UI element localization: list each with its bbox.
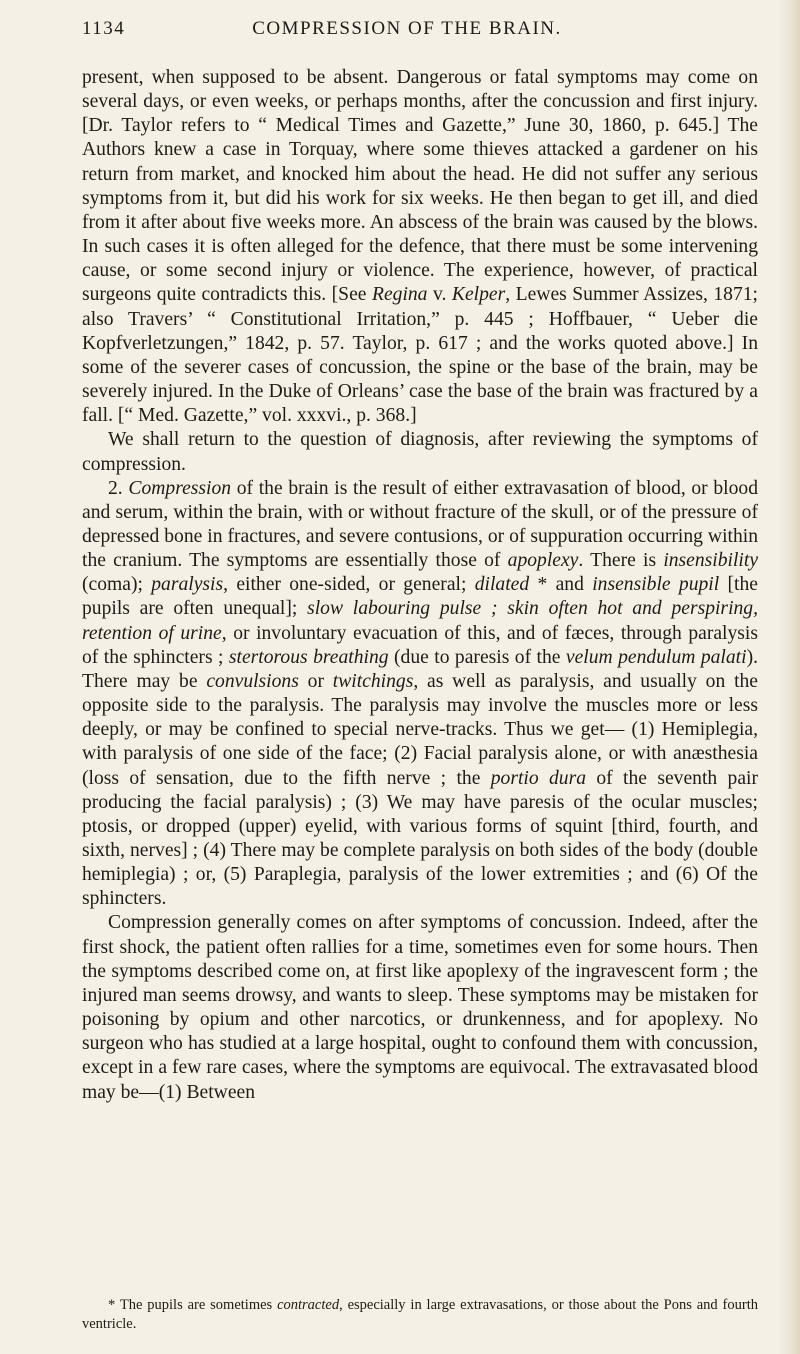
text-run: * and <box>529 574 593 596</box>
text-run: ). There may be <box>82 646 758 692</box>
italic-run: contracted <box>277 1297 340 1313</box>
text-run: , Lewes Summer Assizes, 1871; also Travers’ “ Constitutional Irritation,” p. 445 ; Hoffbauer, “ Ueber die Kopfverletzungen,” 1842, p. 57. Taylor, p. 617 ; and the works quoted above.] In some of the severer cases of concussion, the spine or the base of the brain, may be severely injured. In the Duke of Orleans’ case the base of the brain was fractured by a fall. [“ Med. Gazette,” vol. xxxvi., p. 368.] <box>82 284 758 427</box>
running-head <box>82 14 732 44</box>
italic-run: insensible pupil <box>592 574 720 596</box>
text-run: . There is <box>578 550 664 572</box>
text-run: , especially in large extravasations, or those about the Pons and fourth ventricle. <box>82 1297 758 1332</box>
paragraph-diagnosis-note: We shall return to the question of diagnosis, after reviewing the symptoms of compression. <box>82 429 758 475</box>
italic-run: convulsions <box>206 670 299 692</box>
text-run: (coma); <box>82 574 152 596</box>
text-run: or <box>298 670 333 692</box>
italic-run: slow labouring pulse ; skin often hot and perspiring, retention of urine <box>82 598 758 644</box>
text-run: , as well as paralysis, and usually on the opposite side to the paralysis. The paralysis may involve the muscles more or less deeply, or may be confined to special nerve-tracks. Thus we get— (1) Hemiplegia, with paralysis of one side of the face; (2) Facial paralysis alone, or with anæsthesia (loss of sensation, due to the fifth nerve ; the <box>82 670 759 789</box>
footnote-mark: * <box>108 1297 120 1313</box>
italic-run: Regina <box>371 284 428 306</box>
paragraph-compression <box>82 477 758 912</box>
italic-run: portio dura <box>490 767 587 789</box>
italic-run: Compression <box>128 477 232 499</box>
page-number: 1134 <box>82 18 126 39</box>
paragraph-concussion-continued <box>82 66 758 428</box>
italic-run: dilated <box>474 574 530 596</box>
footnote <box>82 1296 758 1334</box>
italic-run: insensibility <box>663 550 759 572</box>
paragraph-onset: Compression generally comes on after symptoms of concussion. Indeed, after the first shock, the patient often rallies for a time, sometimes even for some hours. Then the symptoms described come on, at first like apoplexy of the ingravescent form ; the injured man seems drowsy, and wants to sleep. These symptoms may be mistaken for poisoning by opium and other narcotics, or drunkenness, and for apoplexy. No surgeon who has studied at a large hospital, ought to confound them with concussion, except in a few rare cases, where the symptoms are equivocal. The extravasated blood may be—(1) Between <box>82 912 758 1103</box>
italic-run: velum pendulum palati <box>565 646 747 668</box>
text-run: , or involuntary evacuation of this, and of fæces, through paralysis of the sphincters ; <box>82 622 758 668</box>
italic-run: paralysis <box>151 574 224 596</box>
text-run: v. <box>427 284 452 306</box>
page-edge-shadow <box>778 0 800 1354</box>
text-run: 2. <box>108 477 129 499</box>
italic-run: apoplexy <box>507 550 579 572</box>
italic-run: twitchings <box>332 670 414 692</box>
text-run: of the brain is the result of either extravasation of blood, or blood and serum, within the brain, with or without fracture of the skull, or of the pressure of depressed bone in fractures, and severe contusions, or of suppuration occurring within the cranium. The symptoms are essentially those of <box>82 477 759 572</box>
italic-run: Kelper <box>451 284 506 306</box>
text-run: present, when supposed to be absent. Dangerous or fatal symptoms may come on several days, or even weeks, or perhaps months, after the concussion and first injury. [Dr. Taylor refers to “ Medical Times and Gazette,” June 30, 1860, p. 645.] The Authors knew a case in Torquay, where some thieves attacked a gardener on his return from market, and knocked him about the head. He did not suffer any serious symptoms from it, but did his work for six weeks. He then began to get ill, and died from it after about five weeks more. An abscess of the brain was caused by the blows. In such cases it is often alleged for the defence, that there must be some intervening cause, or some second injury or violence. The experience, however, of practical surgeons quite contradicts this. [See <box>82 67 758 306</box>
text-run: [the pupils are often unequal]; <box>82 574 758 620</box>
text-run: of the seventh pair producing the facial paralysis) ; (3) We may have paresis of the ocular muscles; ptosis, or dropped (upper) eyelid, with various forms of squint [third, fourth, and sixth, nerves] ; (4) There may be complete paralysis on both sides of the body (double hemiplegia) ; or, (5) Paraplegia, paralysis of the lower extremities ; and (6) Of the sphincters. <box>82 767 758 910</box>
italic-run: stertorous breathing <box>228 646 389 668</box>
page-title: COMPRESSION OF THE BRAIN. <box>252 18 562 39</box>
text-run: The pupils are sometimes <box>119 1297 278 1313</box>
text-run: (due to paresis of the <box>388 646 566 668</box>
text-run: , either one-sided, or general; <box>223 574 475 596</box>
body-text <box>82 66 758 1105</box>
